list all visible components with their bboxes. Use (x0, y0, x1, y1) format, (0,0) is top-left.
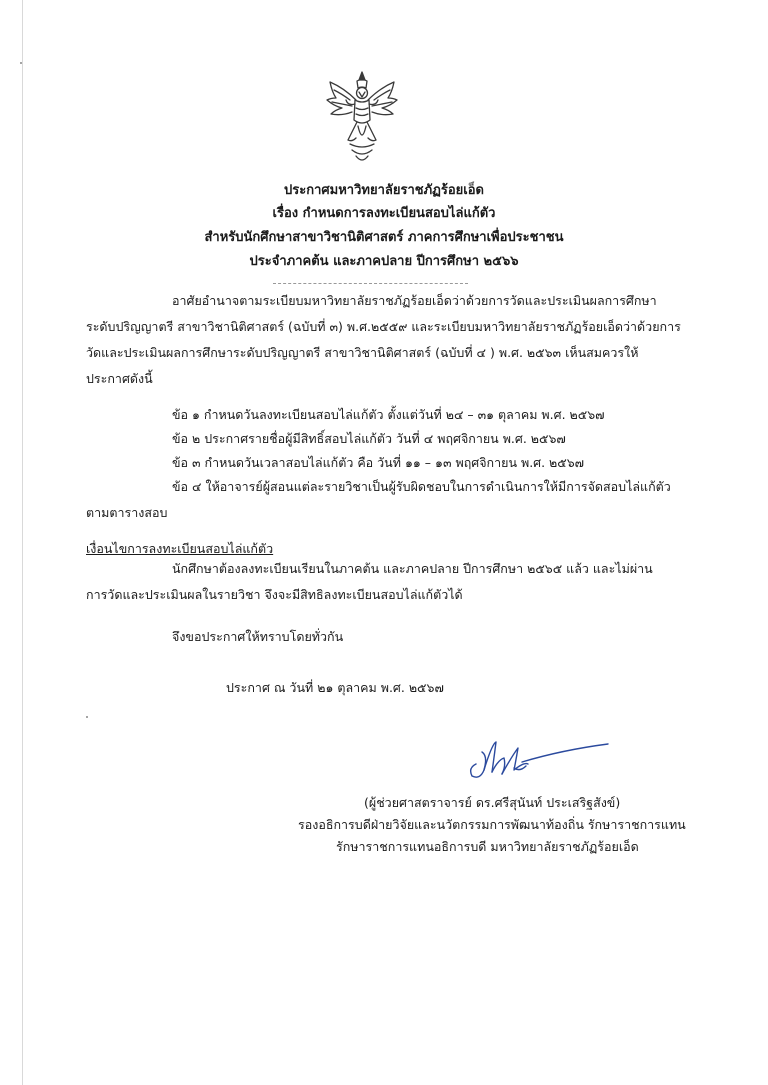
announcement-subject: เรื่อง กำหนดการลงทะเบียนสอบไล่แก้ตัว (272, 206, 496, 221)
heading-divider (273, 283, 468, 284)
closing-announce: จึงขอประกาศให้ทราบโดยทั่วกัน (172, 629, 344, 644)
preamble-line: อาศัยอำนาจตามระเบียบมหาวิทยาลัยราชภัฏร้อยเอ็ดว่าด้วยการวัดและประเมินผลการศึกษา (172, 293, 657, 308)
announcement-title: ประกาศมหาวิทยาลัยราชภัฏร้อยเอ็ด (284, 183, 484, 198)
signatory-position: รองอธิการบดีฝ่ายวิจัยและนวัตกรรมการพัฒนาท้องถิ่น รักษาราชการแทน (298, 817, 686, 832)
conditions-heading: เงื่อนไขการลงทะเบียนสอบไล่แก้ตัว (86, 541, 274, 556)
preamble-line: วัดและประเมินผลการศึกษาระดับปริญญาตรี สาขาวิชานิติศาสตร์ (ฉบับที่ ๔ ) พ.ศ. ๒๕๖๓ เห็นสมควรให้ (86, 345, 639, 360)
conditions-line: นักศึกษาต้องลงทะเบียนเรียนในภาคต้น และภาคปลาย ปีการศึกษา ๒๕๖๕ แล้ว และไม่ผ่าน (172, 561, 653, 576)
signatory-name: (ผู้ช่วยศาสตราจารย์ ดร.ศรีสุนันท์ ประเสริฐสังข์) (364, 795, 621, 810)
clause-3: ข้อ ๓ กำหนดวันเวลาสอบไล่แก้ตัว คือ วันที่ ๑๑ – ๑๓ พฤศจิกายน พ.ศ. ๒๕๖๗ (172, 455, 585, 470)
preamble-line: ระดับปริญญาตรี สาขาวิชานิติศาสตร์ (ฉบับที่ ๓) พ.ศ.๒๕๕๙ และระเบียบมหาวิทยาลัยราชภัฏร้อยเอ็ดว่าด้วยการ (86, 319, 681, 334)
clause-1: ข้อ ๑ กำหนดวันลงทะเบียนสอบไล่แก้ตัว ตั้งแต่วันที่ ๒๔ – ๓๑ ตุลาคม พ.ศ. ๒๕๖๗ (172, 407, 605, 422)
clause-4: ข้อ ๔ ให้อาจารย์ผู้สอนแต่ละรายวิชาเป็นผู้รับผิดชอบในการดำเนินการให้มีการจัดสอบไล่แก้ตัว (172, 479, 671, 494)
garuda-emblem-icon (322, 70, 402, 166)
announcement-term: ประจำภาคต้น และภาคปลาย ปีการศึกษา ๒๕๖๖ (249, 254, 519, 269)
announcement-audience: สำหรับนักศึกษาสาขาวิชานิติศาสตร์ ภาคการศึกษาเพื่อประชาชน (204, 230, 564, 245)
page-edge-line (22, 0, 23, 1085)
handwritten-signature (462, 734, 612, 782)
conditions-line: การวัดและประเมินผลในรายวิชา จึงจะมีสิทธิลงทะเบียนสอบไล่แก้ตัวได้ (86, 587, 463, 602)
preamble-line: ประกาศดังนี้ (86, 371, 153, 386)
announcement-date: ประกาศ ณ วันที่ ๒๑ ตุลาคม พ.ศ. ๒๕๖๗ (226, 680, 444, 695)
clause-4-continued: ตามตารางสอบ (86, 505, 168, 520)
scan-speck (20, 62, 22, 64)
clause-2: ข้อ ๒ ประกาศรายชื่อผู้มีสิทธิ์สอบไล่แก้ตัว วันที่ ๔ พฤศจิกายน พ.ศ. ๒๕๖๗ (172, 431, 566, 446)
signatory-position: รักษาราชการแทนอธิการบดี มหาวิทยาลัยราชภัฏร้อยเอ็ด (336, 839, 639, 854)
scan-speck (86, 716, 88, 718)
